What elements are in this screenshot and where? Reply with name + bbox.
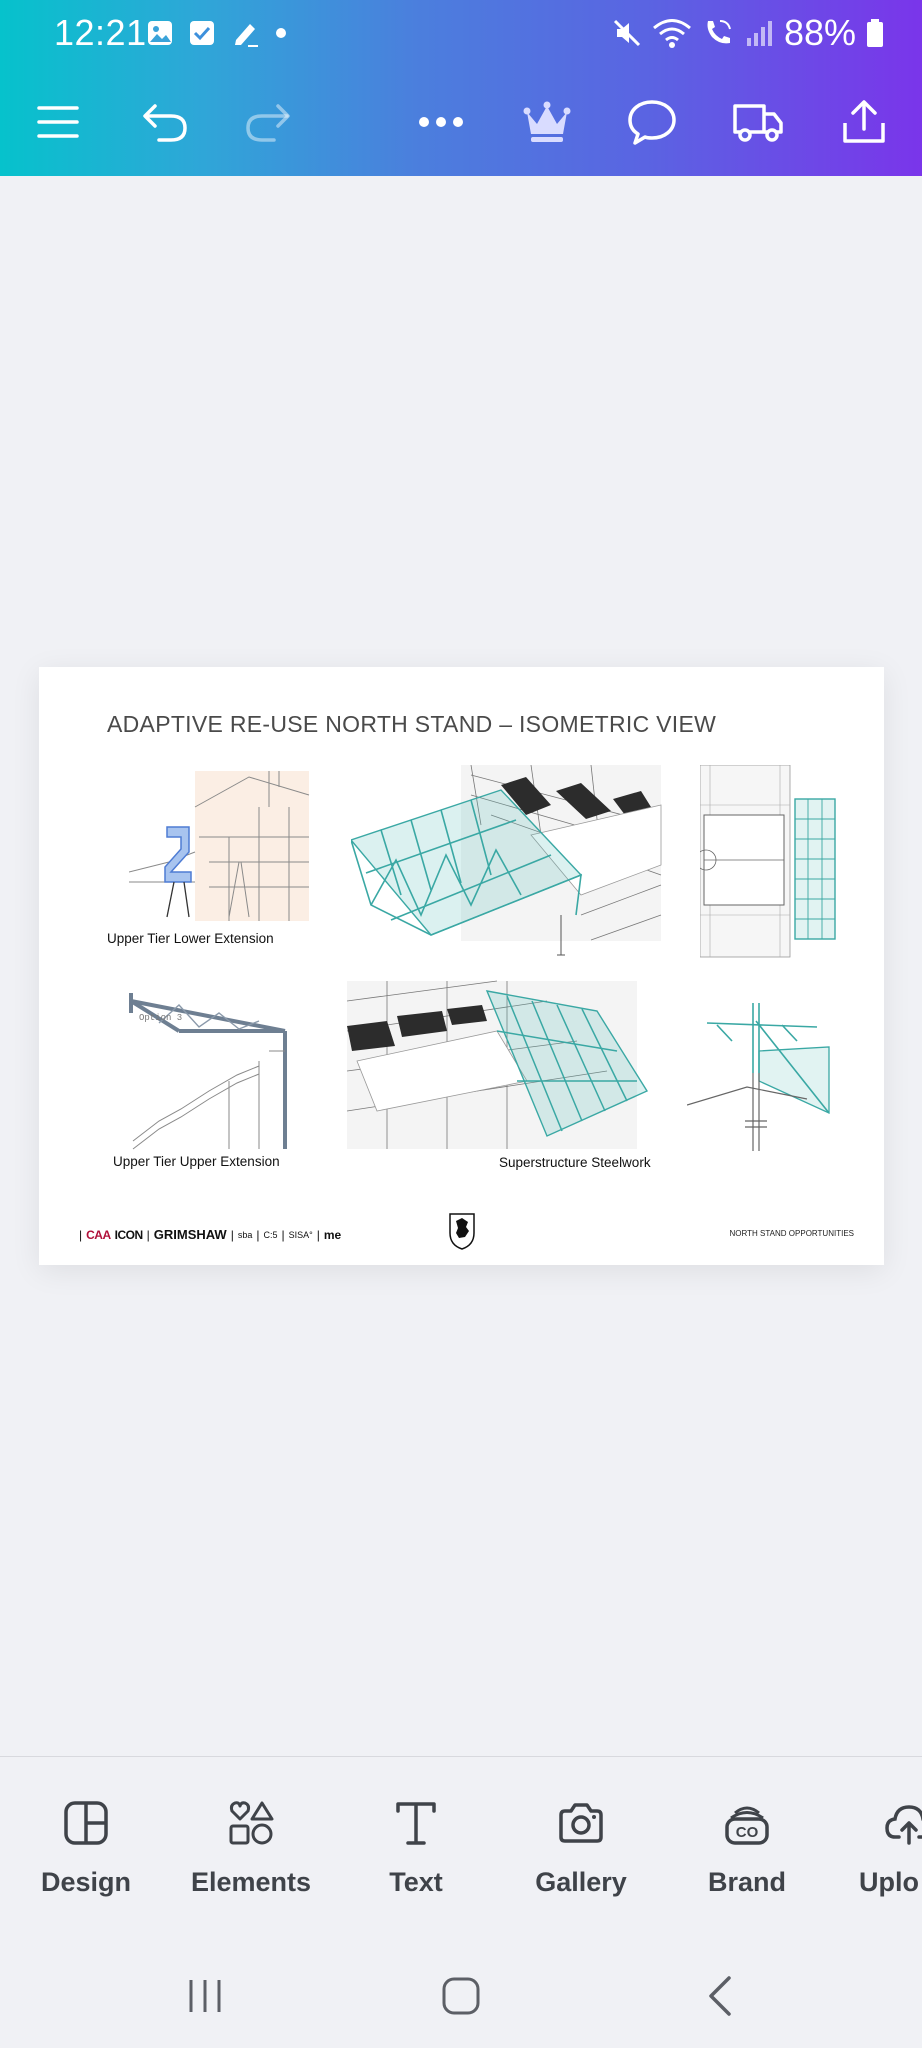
bottom-tab-bar (0, 1756, 922, 1945)
caption-upper-tier-upper-extension[interactable]: Upper Tier Upper Extension (113, 1154, 280, 1169)
checkbox-icon (188, 19, 216, 47)
status-bar (0, 0, 922, 68)
share-button[interactable] (832, 90, 896, 154)
comment-icon (627, 99, 677, 145)
tab-elements[interactable] (176, 1795, 326, 1898)
more-icon (417, 115, 465, 129)
comment-button[interactable] (620, 90, 684, 154)
isometric-stadium-drawing-south[interactable] (347, 971, 651, 1151)
back-button[interactable] (680, 1968, 760, 2024)
redo-button[interactable] (236, 90, 300, 154)
separator: | (230, 1227, 234, 1242)
tab-gallery[interactable] (506, 1795, 656, 1898)
upper-tier-lower-extension-drawing[interactable] (129, 767, 321, 925)
plan-view-drawing[interactable] (700, 765, 840, 961)
caption-upper-tier-lower-extension[interactable]: Upper Tier Lower Extension (107, 931, 274, 946)
recents-icon (185, 1976, 225, 2016)
upload-cloud-icon (885, 1801, 922, 1845)
recents-button[interactable] (165, 1968, 245, 2024)
tab-label: Elements (190, 1867, 312, 1897)
svg-text:CO: CO (735, 1824, 759, 1841)
pen-icon (230, 18, 260, 48)
camera-icon (557, 1801, 605, 1845)
pro-button[interactable] (515, 90, 579, 154)
status-system-icons (612, 12, 884, 54)
club-crest-icon[interactable] (447, 1211, 477, 1251)
wifi-call-icon (702, 17, 734, 49)
status-time: 12:21 (54, 12, 147, 53)
slide-title[interactable]: ADAPTIVE RE-USE NORTH STAND – ISOMETRIC VIEW (107, 711, 717, 737)
elements-icon (227, 1799, 275, 1847)
home-button[interactable] (421, 1968, 501, 2024)
design-icon (62, 1799, 110, 1847)
separator: | (316, 1227, 320, 1242)
undo-icon (141, 100, 189, 144)
tab-label: Design (40, 1867, 132, 1897)
home-icon (441, 1976, 481, 2016)
editor-toolbar (0, 68, 922, 176)
isometric-stadium-drawing-north[interactable] (351, 765, 663, 961)
menu-icon (36, 102, 80, 142)
separator: | (256, 1227, 260, 1242)
separator: | (281, 1227, 285, 1242)
wifi-icon (652, 17, 692, 49)
status-notification-icons (146, 18, 288, 48)
icon-logo: ICON (114, 1227, 143, 1242)
text-icon (394, 1799, 438, 1847)
app-header (0, 0, 922, 176)
tab-brand[interactable] (672, 1795, 822, 1898)
brand-icon (723, 1799, 771, 1847)
back-icon (705, 1974, 735, 2018)
separator: | (79, 1227, 83, 1242)
print-delivery-button[interactable] (726, 90, 790, 154)
truck-icon (732, 100, 784, 144)
tab-label: Brand (707, 1867, 786, 1897)
grimshaw-logo: GRIMSHAW (153, 1227, 227, 1242)
tab-label: Gallery (535, 1867, 627, 1897)
gallery-icon (146, 19, 174, 47)
signal-icon (744, 18, 774, 48)
battery-percentage: 88% (783, 12, 856, 53)
mast-section-drawing[interactable] (687, 1003, 837, 1151)
more-options-button[interactable] (409, 90, 473, 154)
undo-button[interactable] (133, 90, 197, 154)
separator: | (146, 1227, 150, 1242)
share-icon (840, 99, 888, 145)
footer-label[interactable]: NORTH STAND OPPORTUNITIES (729, 1229, 854, 1238)
c5-logo: C:5 (263, 1229, 278, 1240)
tab-text[interactable] (341, 1795, 491, 1898)
battery-icon (866, 18, 884, 48)
tab-label: Uplo (859, 1867, 919, 1897)
menu-button[interactable] (26, 90, 90, 154)
dot-icon (274, 26, 288, 40)
mute-icon (612, 18, 642, 48)
sba-logo: sba (237, 1229, 253, 1240)
system-navigation-bar (0, 1944, 922, 2048)
redo-icon (244, 100, 292, 144)
me-logo: me (323, 1227, 342, 1242)
caa-logo: CAA (86, 1227, 111, 1242)
crown-icon (522, 100, 572, 144)
caption-superstructure-steelwork[interactable]: Superstructure Steelwork (499, 1155, 651, 1170)
tab-uploads[interactable] (837, 1795, 922, 1898)
tab-label: Text (389, 1867, 443, 1897)
partner-logos[interactable] (79, 1227, 341, 1242)
design-slide[interactable] (39, 667, 884, 1265)
sisa-logo: SISA° (288, 1229, 313, 1240)
tab-design[interactable] (11, 1795, 161, 1898)
option-label[interactable]: Option 3 (139, 1013, 183, 1023)
